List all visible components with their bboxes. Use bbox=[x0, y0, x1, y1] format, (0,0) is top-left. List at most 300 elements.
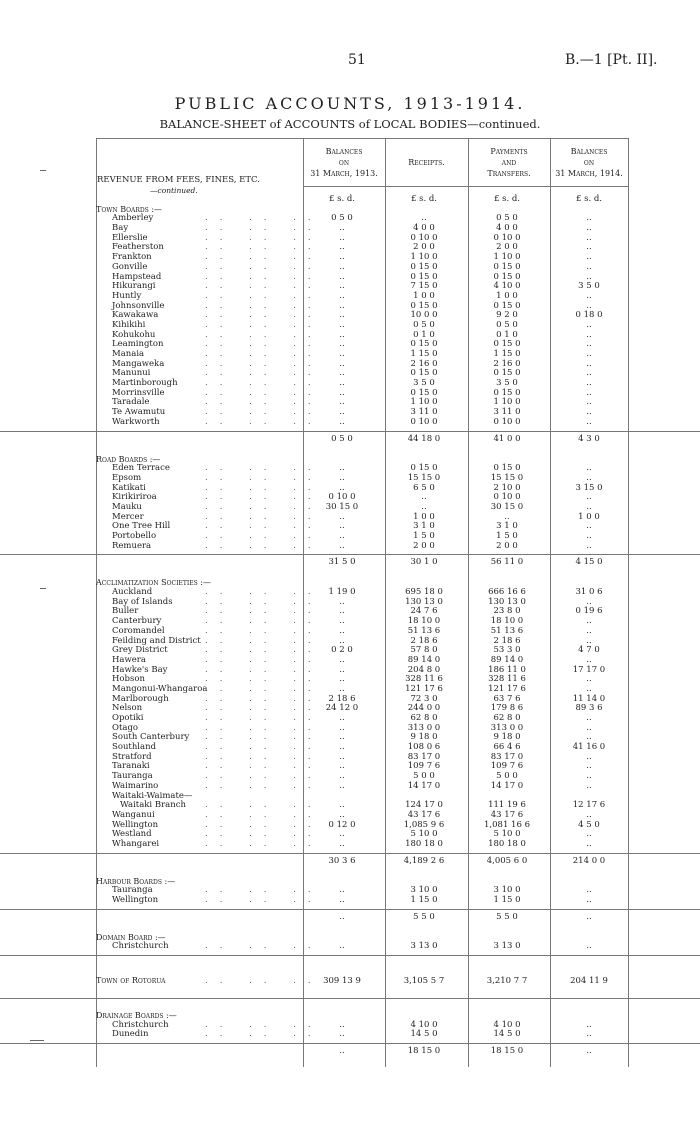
table-row bbox=[0, 224, 700, 234]
table-row bbox=[0, 646, 700, 656]
row-name: Canterbury bbox=[112, 616, 162, 627]
section-name: Harbour Boards :— bbox=[96, 876, 176, 886]
row-name: Auckland bbox=[112, 587, 153, 598]
row-name: Waitaki-Waimate— bbox=[112, 790, 193, 801]
row-name: Frankton bbox=[112, 252, 152, 263]
amount-cell: 9 18 0 bbox=[410, 732, 438, 743]
amount-cell: .. bbox=[421, 213, 427, 224]
row-name: Mercer bbox=[112, 511, 144, 522]
section-name: Town Boards :— bbox=[96, 204, 163, 214]
amount-cell: 0 15 0 bbox=[410, 300, 438, 311]
amount-cell: 0 15 0 bbox=[493, 261, 521, 272]
amount-cell: 4 10 0 bbox=[493, 281, 521, 292]
total-cell: 4,189 2 6 bbox=[403, 855, 445, 866]
amount-cell: .. bbox=[339, 625, 345, 636]
amount-cell: 0 12 0 bbox=[328, 819, 356, 830]
table-row bbox=[0, 379, 700, 389]
amount-cell: 0 1 0 bbox=[496, 329, 518, 340]
amount-cell: .. bbox=[586, 885, 592, 896]
amount-cell: .. bbox=[586, 397, 592, 408]
total-cell: 18 15 0 bbox=[490, 1046, 524, 1057]
leader-dots: .. .. .. bbox=[205, 941, 323, 952]
amount-cell: .. bbox=[586, 829, 592, 840]
leader-dots: .. .. .. bbox=[205, 358, 323, 369]
amount-cell: 3,210 7 7 bbox=[486, 976, 528, 987]
amount-cell: 0 15 0 bbox=[410, 339, 438, 350]
amount-cell: 10 0 0 bbox=[410, 310, 438, 321]
section-total-row bbox=[0, 909, 700, 925]
leader-dots: .. .. .. bbox=[205, 625, 323, 636]
leader-dots: .. .. .. bbox=[205, 800, 323, 811]
total-cell: 0 5 0 bbox=[331, 433, 353, 444]
row-name: Katikati bbox=[112, 482, 146, 493]
page-subtitle: BALANCE-SHEET of ACCOUNTS of LOCAL BODIES—continued. bbox=[159, 117, 541, 131]
row-name: Portobello bbox=[112, 531, 157, 541]
leader-dots: .. .. .. bbox=[205, 472, 323, 483]
section-name: Drainage Boards :— bbox=[96, 1011, 177, 1021]
amount-cell: .. bbox=[339, 397, 345, 408]
leader-dots: .. .. .. bbox=[205, 654, 323, 665]
amount-cell: 1 5 0 bbox=[496, 531, 518, 541]
table-row bbox=[0, 532, 700, 542]
amount-cell: 0 15 0 bbox=[493, 463, 521, 474]
row-name: Bay of Islands bbox=[112, 596, 173, 607]
table-row bbox=[0, 714, 700, 724]
margin-mark bbox=[40, 170, 46, 171]
amount-cell: .. bbox=[339, 261, 345, 272]
amount-cell: 186 11 0 bbox=[488, 664, 526, 675]
table-row bbox=[0, 772, 700, 782]
table-row bbox=[0, 753, 700, 763]
amount-cell: 121 17 6 bbox=[405, 683, 443, 694]
amount-cell: .. bbox=[339, 780, 345, 791]
amount-cell: .. bbox=[339, 378, 345, 389]
amount-cell: 0 5 0 bbox=[413, 319, 435, 330]
amount-cell: 15 15 0 bbox=[407, 472, 441, 483]
row-name: Huntly bbox=[112, 290, 142, 301]
amount-cell: 0 15 0 bbox=[493, 339, 521, 350]
amount-cell: .. bbox=[586, 271, 592, 282]
total-cell: 4 3 0 bbox=[578, 433, 600, 444]
row-name: Amberley bbox=[112, 213, 154, 224]
amount-cell: 1 0 0 bbox=[413, 511, 435, 522]
leader-dots: .. .. .. bbox=[205, 213, 323, 224]
total-cell: 31 5 0 bbox=[328, 557, 356, 568]
leader-dots: .. .. .. bbox=[205, 368, 323, 379]
amount-cell: .. bbox=[586, 941, 592, 952]
amount-cell: 3 11 0 bbox=[410, 407, 438, 418]
amount-cell: .. bbox=[586, 339, 592, 350]
row-name: Opotiki bbox=[112, 713, 144, 723]
table-top-rule bbox=[96, 138, 628, 139]
leader-dots: .. .. .. bbox=[205, 732, 323, 743]
amount-cell: .. bbox=[339, 596, 345, 607]
amount-cell: .. bbox=[586, 387, 592, 398]
amount-cell: .. bbox=[339, 511, 345, 522]
row-name: Feilding and District bbox=[112, 635, 201, 646]
amount-cell: .. bbox=[339, 472, 345, 483]
amount-cell: .. bbox=[586, 232, 592, 243]
amount-cell: 124 17 0 bbox=[405, 800, 443, 811]
leader-dots: .. .. .. bbox=[205, 387, 323, 398]
amount-cell: 89 14 0 bbox=[407, 654, 441, 665]
amount-cell: .. bbox=[586, 252, 592, 263]
table-row bbox=[0, 942, 700, 952]
table-row bbox=[0, 1030, 700, 1040]
table-row bbox=[0, 243, 700, 253]
amount-cell: .. bbox=[586, 635, 592, 646]
amount-cell: 1,085 9 6 bbox=[403, 819, 445, 830]
table-row bbox=[0, 522, 700, 532]
leader-dots: .. .. .. bbox=[205, 838, 323, 849]
table-row bbox=[0, 840, 700, 850]
table-row bbox=[0, 762, 700, 772]
row-name: South Canterbury bbox=[112, 732, 190, 743]
leader-dots: .. .. .. bbox=[205, 349, 323, 359]
amount-cell: 43 17 6 bbox=[407, 809, 441, 820]
amount-cell: 109 7 6 bbox=[490, 761, 524, 772]
amount-cell: 3 5 0 bbox=[496, 378, 518, 389]
amount-cell: .. bbox=[586, 596, 592, 607]
leader-dots: .. .. .. bbox=[205, 310, 323, 321]
row-name: Eden Terrace bbox=[112, 463, 170, 474]
row-name: Taranaki bbox=[112, 761, 150, 772]
amount-cell: .. bbox=[339, 358, 345, 369]
amount-cell: .. bbox=[339, 722, 345, 733]
leader-dots: .. .. .. bbox=[205, 683, 323, 694]
table-row bbox=[0, 321, 700, 331]
section-total-row bbox=[0, 853, 700, 869]
amount-cell: .. bbox=[339, 281, 345, 292]
amount-cell: 53 3 0 bbox=[493, 645, 521, 656]
total-cell: 18 15 0 bbox=[407, 1046, 441, 1057]
amount-cell: 4 10 0 bbox=[410, 1019, 438, 1030]
amount-cell: 2 18 6 bbox=[493, 635, 521, 646]
leader-dots: .. .. .. bbox=[205, 713, 323, 723]
section-total-row bbox=[0, 554, 700, 570]
amount-cell: 63 7 6 bbox=[493, 693, 521, 704]
amount-cell: 0 2 0 bbox=[331, 645, 353, 656]
amount-cell: 1 0 0 bbox=[496, 290, 518, 301]
amount-cell: .. bbox=[586, 501, 592, 512]
amount-cell: 2 16 0 bbox=[493, 358, 521, 369]
leader-dots: .. .. .. bbox=[205, 829, 323, 840]
amount-cell: 1 5 0 bbox=[413, 531, 435, 541]
leader-dots: .. .. .. bbox=[205, 407, 323, 418]
amount-cell: .. bbox=[339, 674, 345, 685]
amount-cell: 0 5 0 bbox=[331, 213, 353, 224]
amount-cell: 109 7 6 bbox=[407, 761, 441, 772]
table-row bbox=[0, 464, 700, 474]
leader-dots: .. .. .. bbox=[205, 742, 323, 753]
row-name: Hobson bbox=[112, 674, 145, 685]
page-title: PUBLIC ACCOUNTS, 1913-1914. bbox=[174, 94, 526, 113]
section-total-row bbox=[0, 955, 700, 962]
total-cell: 56 11 0 bbox=[490, 557, 524, 568]
row-name: Waimarino bbox=[112, 780, 159, 791]
amount-cell: 0 15 0 bbox=[410, 271, 438, 282]
table-row bbox=[0, 418, 700, 428]
amount-cell: .. bbox=[586, 349, 592, 359]
amount-cell: .. bbox=[586, 654, 592, 665]
leader-dots: .. .. .. bbox=[205, 300, 323, 311]
amount-cell: 89 3 6 bbox=[575, 703, 603, 714]
units-label: £ s. d. bbox=[410, 194, 438, 204]
amount-cell: 2 16 0 bbox=[410, 358, 438, 369]
amount-cell: 83 17 0 bbox=[407, 751, 441, 762]
header-bottom-rule bbox=[303, 186, 628, 187]
amount-cell: 5 0 0 bbox=[496, 771, 518, 782]
leader-dots: .. .. .. bbox=[205, 271, 323, 282]
row-name: Kawakawa bbox=[112, 310, 159, 321]
amount-cell: 0 5 0 bbox=[496, 213, 518, 224]
amount-cell: .. bbox=[339, 310, 345, 321]
row-name: Stratford bbox=[112, 751, 152, 762]
amount-cell: 0 1 0 bbox=[413, 329, 435, 340]
amount-cell: .. bbox=[586, 492, 592, 503]
amount-cell: .. bbox=[586, 732, 592, 743]
total-cell: 30 3 6 bbox=[328, 855, 356, 866]
total-cell: 5 5 0 bbox=[413, 911, 435, 922]
amount-cell: 111 19 6 bbox=[488, 800, 526, 811]
amount-cell: 14 5 0 bbox=[410, 1029, 438, 1040]
amount-cell: 15 15 0 bbox=[490, 472, 524, 483]
leader-dots: .. .. .. bbox=[205, 1029, 323, 1040]
section-header bbox=[0, 933, 700, 943]
row-name: Gonville bbox=[112, 261, 148, 272]
amount-cell: .. bbox=[339, 482, 345, 493]
row-name: Christchurch bbox=[112, 1019, 169, 1030]
amount-cell: 0 15 0 bbox=[493, 368, 521, 379]
leader-dots: .. .. .. bbox=[205, 645, 323, 656]
amount-cell: .. bbox=[339, 829, 345, 840]
amount-cell: 179 8 6 bbox=[490, 703, 524, 714]
amount-cell: .. bbox=[586, 531, 592, 541]
row-name: Epsom bbox=[112, 472, 142, 483]
amount-cell: 108 0 6 bbox=[407, 742, 441, 753]
amount-cell: .. bbox=[586, 407, 592, 418]
leader-dots: .. .. .. bbox=[205, 722, 323, 733]
amount-cell: .. bbox=[339, 635, 345, 646]
amount-cell: .. bbox=[586, 683, 592, 694]
amount-cell: .. bbox=[339, 407, 345, 418]
row-name: Bay bbox=[112, 223, 129, 234]
amount-cell: .. bbox=[586, 761, 592, 772]
leader-dots: .. .. .. bbox=[205, 674, 323, 685]
total-cell: 5 5 0 bbox=[496, 911, 518, 922]
amount-cell: 0 5 0 bbox=[496, 319, 518, 330]
row-name: Leamington bbox=[112, 339, 164, 350]
leader-dots: .. .. .. bbox=[205, 780, 323, 791]
amount-cell: 9 2 0 bbox=[496, 310, 518, 321]
amount-cell: .. bbox=[586, 809, 592, 820]
amount-cell: .. bbox=[339, 252, 345, 263]
row-name: Mangonui-Whangaroa bbox=[112, 683, 208, 694]
amount-cell: 0 10 0 bbox=[493, 232, 521, 243]
amount-cell: .. bbox=[339, 387, 345, 398]
row-name: Southland bbox=[112, 742, 157, 753]
amount-cell: .. bbox=[339, 895, 345, 905]
amount-cell: 24 12 0 bbox=[325, 703, 359, 714]
amount-cell: .. bbox=[339, 732, 345, 743]
amount-cell: .. bbox=[339, 606, 345, 617]
row-name: Remuera bbox=[112, 540, 152, 551]
amount-cell: .. bbox=[339, 742, 345, 753]
margin-mark bbox=[40, 588, 46, 589]
row-name: Taradale bbox=[112, 397, 150, 408]
amount-cell: 1 10 0 bbox=[493, 397, 521, 408]
amount-cell: 309 13 9 bbox=[323, 976, 361, 987]
amount-cell: .. bbox=[339, 540, 345, 551]
amount-cell: 2 18 6 bbox=[410, 635, 438, 646]
amount-cell: .. bbox=[339, 664, 345, 675]
row-name: Warkworth bbox=[112, 416, 160, 427]
leader-dots: .. .. .. bbox=[205, 397, 323, 408]
amount-cell: .. bbox=[586, 713, 592, 723]
leader-dots: .. .. .. bbox=[205, 501, 323, 512]
leader-dots: .. .. .. bbox=[205, 703, 323, 714]
amount-cell: .. bbox=[339, 1029, 345, 1040]
amount-cell: 204 8 0 bbox=[407, 664, 441, 675]
table-row bbox=[0, 311, 700, 321]
amount-cell: 3 13 0 bbox=[493, 941, 521, 952]
amount-cell: 3 15 0 bbox=[575, 482, 603, 493]
amount-cell: 2 0 0 bbox=[496, 540, 518, 551]
amount-cell: .. bbox=[339, 463, 345, 474]
amount-cell: 1,081 16 6 bbox=[484, 819, 530, 830]
amount-cell: 180 18 0 bbox=[405, 838, 443, 849]
table-row bbox=[0, 886, 700, 896]
leader-dots: .. .. .. bbox=[205, 616, 323, 627]
amount-cell: .. bbox=[339, 531, 345, 541]
leader-dots: .. .. .. bbox=[205, 635, 323, 646]
section-name: Road Boards :— bbox=[96, 454, 161, 464]
row-name: Grey District bbox=[112, 645, 168, 656]
amount-cell: 14 5 0 bbox=[493, 1029, 521, 1040]
section-row bbox=[0, 974, 700, 988]
total-cell: 4 15 0 bbox=[575, 557, 603, 568]
amount-cell: 0 10 0 bbox=[493, 492, 521, 503]
row-name: Otago bbox=[112, 722, 139, 733]
amount-cell: 72 3 0 bbox=[410, 693, 438, 704]
table-row bbox=[0, 282, 700, 292]
amount-cell: 9 18 0 bbox=[493, 732, 521, 743]
amount-cell: .. bbox=[586, 329, 592, 340]
amount-cell: 1 15 0 bbox=[493, 349, 521, 359]
amount-cell: .. bbox=[586, 261, 592, 272]
leader-dots: .. .. .. bbox=[205, 329, 323, 340]
amount-cell: 18 10 0 bbox=[490, 616, 524, 627]
leader-dots: .. .. .. bbox=[205, 261, 323, 272]
amount-cell: .. bbox=[339, 683, 345, 694]
amount-cell: .. bbox=[339, 349, 345, 359]
amount-cell: .. bbox=[586, 319, 592, 330]
amount-cell: 5 10 0 bbox=[493, 829, 521, 840]
leader-dots: .. .. .. bbox=[205, 290, 323, 301]
leader-dots: .. .. .. bbox=[205, 492, 323, 503]
leader-dots: .. .. .. bbox=[205, 895, 323, 905]
amount-cell: .. bbox=[586, 378, 592, 389]
amount-cell: 17 17 0 bbox=[572, 664, 606, 675]
table-row bbox=[0, 801, 700, 811]
table-row bbox=[0, 389, 700, 399]
section-total-row bbox=[0, 431, 700, 447]
section-total-row bbox=[0, 1043, 700, 1059]
amount-cell: 0 15 0 bbox=[493, 300, 521, 311]
total-cell: 41 0 0 bbox=[493, 433, 521, 444]
amount-cell: .. bbox=[339, 300, 345, 311]
amount-cell: 3 11 0 bbox=[493, 407, 521, 418]
leader-dots: .. .. .. bbox=[205, 693, 323, 704]
amount-cell: .. bbox=[586, 300, 592, 311]
amount-cell: 1 19 0 bbox=[328, 587, 356, 598]
total-cell: .. bbox=[339, 1046, 345, 1057]
section-name: Town of Rotorua bbox=[96, 976, 166, 986]
revenue-continued: —continued. bbox=[150, 186, 198, 195]
row-name: Nelson bbox=[112, 703, 143, 714]
leader-dots: .. .. .. bbox=[205, 378, 323, 389]
spacer bbox=[0, 998, 700, 1011]
amount-cell: 1 15 0 bbox=[493, 895, 521, 905]
leader-dots: .. .. .. bbox=[205, 281, 323, 292]
row-name: Waitaki Branch bbox=[120, 800, 186, 811]
amount-cell: 1 0 0 bbox=[578, 511, 600, 522]
amount-cell: .. bbox=[586, 213, 592, 224]
amount-cell: 3 13 0 bbox=[410, 941, 438, 952]
total-cell: .. bbox=[586, 911, 592, 922]
amount-cell: .. bbox=[339, 654, 345, 665]
amount-cell: 30 15 0 bbox=[490, 501, 524, 512]
amount-cell: 1 10 0 bbox=[410, 252, 438, 263]
table-row bbox=[0, 513, 700, 523]
amount-cell: 4 7 0 bbox=[578, 645, 600, 656]
amount-cell: 12 17 6 bbox=[572, 800, 606, 811]
amount-cell: 11 14 0 bbox=[572, 693, 606, 704]
row-name: Tauranga bbox=[112, 771, 153, 782]
table-row bbox=[0, 675, 700, 685]
amount-cell: .. bbox=[339, 290, 345, 301]
amount-cell: 0 15 0 bbox=[410, 387, 438, 398]
leader-dots: .. .. .. bbox=[205, 761, 323, 772]
table-row bbox=[0, 617, 700, 627]
leader-dots: .. .. .. bbox=[205, 540, 323, 551]
leader-dots: .. .. .. bbox=[205, 531, 323, 541]
row-name: Manaia bbox=[112, 349, 145, 359]
amount-cell: 2 10 0 bbox=[493, 482, 521, 493]
leader-dots: .. .. .. bbox=[205, 252, 323, 263]
leader-dots: .. .. .. bbox=[205, 664, 323, 675]
col-header-balances-1914: Balances on 31 March, 1914. bbox=[555, 147, 623, 178]
row-name: Wanganui bbox=[112, 809, 155, 820]
total-cell: 214 0 0 bbox=[572, 855, 606, 866]
amount-cell: .. bbox=[586, 290, 592, 301]
row-name: Kihikihi bbox=[112, 319, 146, 330]
amount-cell: 3 10 0 bbox=[410, 885, 438, 896]
amount-cell: 6 5 0 bbox=[413, 482, 435, 493]
revenue-heading: REVENUE FROM FEES, FINES, ETC. bbox=[97, 175, 260, 185]
amount-cell: 62 8 0 bbox=[410, 713, 438, 723]
amount-cell: .. bbox=[339, 232, 345, 243]
section-header bbox=[0, 455, 700, 465]
amount-cell: .. bbox=[586, 625, 592, 636]
amount-cell: 4 5 0 bbox=[578, 819, 600, 830]
amount-cell: .. bbox=[339, 242, 345, 253]
leader-dots: .. .. .. bbox=[205, 463, 323, 474]
amount-cell: 1 15 0 bbox=[410, 895, 438, 905]
table-row bbox=[0, 340, 700, 350]
amount-cell: 57 8 0 bbox=[410, 645, 438, 656]
amount-cell: 5 10 0 bbox=[410, 829, 438, 840]
